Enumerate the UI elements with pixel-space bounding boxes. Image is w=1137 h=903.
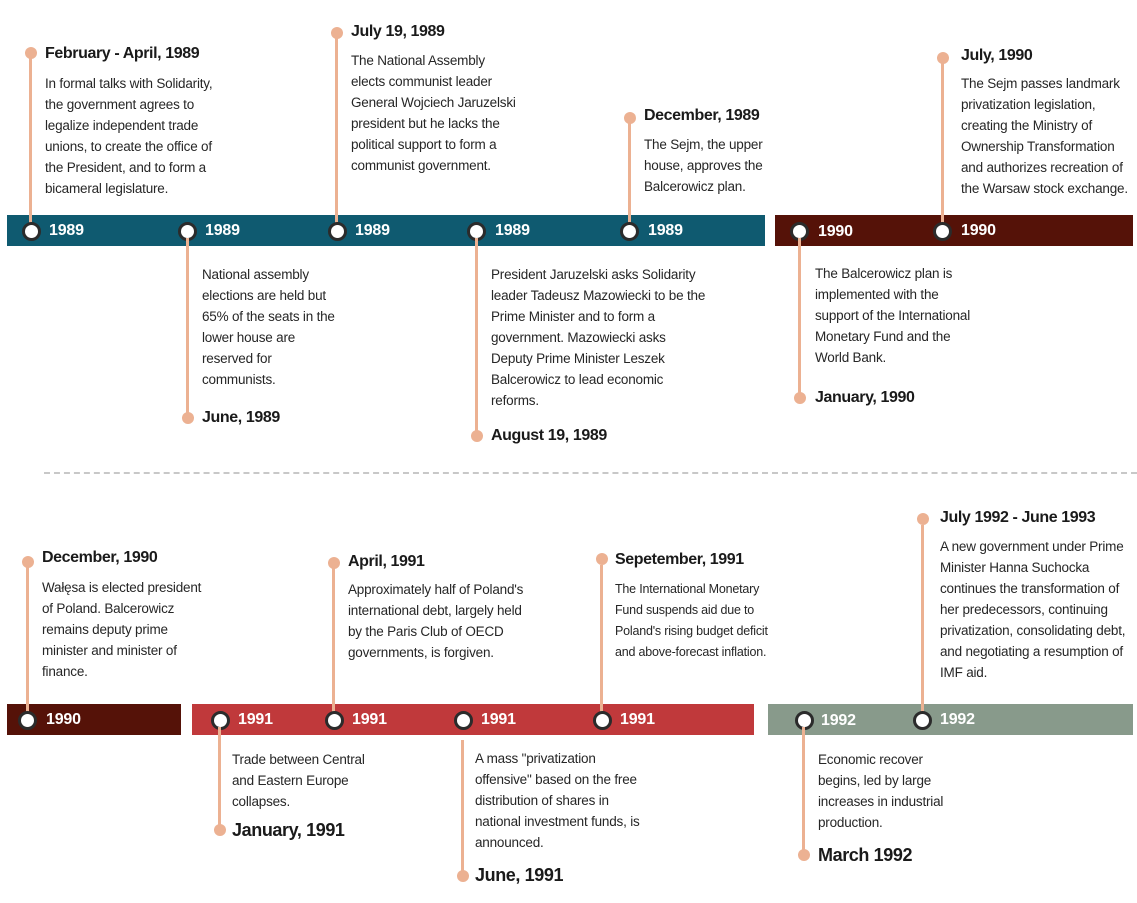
timeline-node [620, 222, 639, 241]
timeline-node [18, 711, 37, 730]
year-label: 1990 [46, 711, 81, 728]
connector-line [218, 727, 221, 830]
event-title: April, 1991 [348, 553, 425, 570]
event-title: Sepetember, 1991 [615, 551, 744, 568]
timeline-node [22, 222, 41, 241]
connector-line [332, 568, 335, 712]
connector-dot [917, 513, 929, 525]
year-label: 1991 [352, 711, 387, 728]
connector-line [798, 238, 801, 398]
connector-line [186, 238, 189, 416]
year-label: 1989 [205, 222, 240, 239]
event-description: The Sejm passes landmark privatization legislation, creating the Ministry of Ownership Transformation and authorizes recreation of the Warsaw stock exchange. [961, 76, 1128, 196]
event-description: A mass "privatization offensive" based on the free distribution of shares in national investment funds, is announced. [475, 751, 640, 850]
timeline-node [933, 222, 952, 241]
connector-dot [596, 553, 608, 565]
connector-dot [328, 557, 340, 569]
event-description: A new government under Prime Minister Hanna Suchocka continues the transformation of her predecessors, continuing privatization, consolidating debt, and negotiating a resumption of IMF aid. [940, 539, 1126, 680]
year-label: 1989 [495, 222, 530, 239]
event-description: The International Monetary Fund suspends aid due to Poland's rising budget deficit and above-forecast inflation. [615, 582, 768, 659]
year-label: 1989 [49, 222, 84, 239]
event-description: Wałęsa is elected president of Poland. Balcerowicz remains deputy prime minister and minister of finance. [42, 580, 202, 679]
event-title: June, 1991 [475, 865, 564, 885]
year-label: 1989 [648, 222, 683, 239]
event-title: March 1992 [818, 845, 913, 865]
connector-dot [798, 849, 810, 861]
connector-line [600, 565, 603, 712]
connector-dot [794, 392, 806, 404]
event-title: December, 1990 [42, 549, 158, 566]
year-label: 1991 [620, 711, 655, 728]
event-description: In formal talks with Solidarity, the government agrees to legalize independent trade unions, to create the office of the President, and to form a bicameral legislature. [45, 76, 213, 196]
connector-dot [214, 824, 226, 836]
event-title: June, 1989 [202, 409, 280, 426]
connector-line [29, 57, 32, 223]
connector-dot [331, 27, 343, 39]
event-title: February - April, 1989 [45, 45, 200, 62]
connector-line [475, 238, 478, 435]
year-label: 1989 [355, 222, 390, 239]
connector-dot [937, 52, 949, 64]
connector-line [26, 566, 29, 712]
connector-dot [624, 112, 636, 124]
event-title: December, 1989 [644, 107, 760, 124]
connector-line [941, 63, 944, 223]
event-description: Economic recover begins, led by large increases in industrial production. [818, 752, 944, 830]
event-description: National assembly elections are held but 65% of the seats in the lower house are reserved for communists. [202, 267, 335, 387]
event-title: July 19, 1989 [351, 23, 445, 40]
year-label: 1990 [961, 222, 996, 239]
event-description: President Jaruzelski asks Solidarity leader Tadeusz Mazowiecki to be the Prime Minister and to form a government. Mazowiecki asks Deputy Prime Minister Leszek Balcerowicz to lead economic reforms. [491, 267, 706, 408]
connector-dot [25, 47, 37, 59]
connector-line [802, 727, 805, 855]
timeline-bar-1991 [192, 704, 754, 735]
event-description: The Sejm, the upper house, approves the Balcerowicz plan. [644, 137, 763, 194]
year-label: 1990 [818, 223, 853, 240]
connector-dot [182, 412, 194, 424]
event-description: Trade between Central and Eastern Europe collapses. [232, 752, 365, 809]
year-label: 1991 [238, 711, 273, 728]
event-description: The National Assembly elects communist leader General Wojciech Jaruzelski president but he lacks the political support to form a communist government. [351, 53, 516, 173]
connector-dot [471, 430, 483, 442]
connector-line [921, 525, 924, 712]
connector-line [461, 740, 464, 875]
connector-line [335, 37, 338, 223]
connector-dot [457, 870, 469, 882]
timeline-node [328, 222, 347, 241]
timeline-node [325, 711, 344, 730]
event-title: January, 1991 [232, 820, 345, 840]
year-label: 1992 [940, 711, 975, 728]
year-label: 1991 [481, 711, 516, 728]
year-label: 1992 [821, 712, 856, 729]
timeline-node [593, 711, 612, 730]
event-description: The Balcerowicz plan is implemented with the support of the International Monetary Fund and the World Bank. [815, 266, 971, 365]
event-description: Approximately half of Poland's international debt, largely held by the Paris Club of OECD governments, is forgiven. [348, 582, 524, 660]
event-title: July, 1990 [961, 47, 1033, 64]
connector-dot [22, 556, 34, 568]
event-title: July 1992 - June 1993 [940, 509, 1096, 526]
event-title: August 19, 1989 [491, 427, 607, 444]
timeline-node [913, 711, 932, 730]
event-title: January, 1990 [815, 389, 915, 406]
connector-line [628, 123, 631, 223]
timeline-node [454, 711, 473, 730]
section-divider [44, 472, 1137, 474]
